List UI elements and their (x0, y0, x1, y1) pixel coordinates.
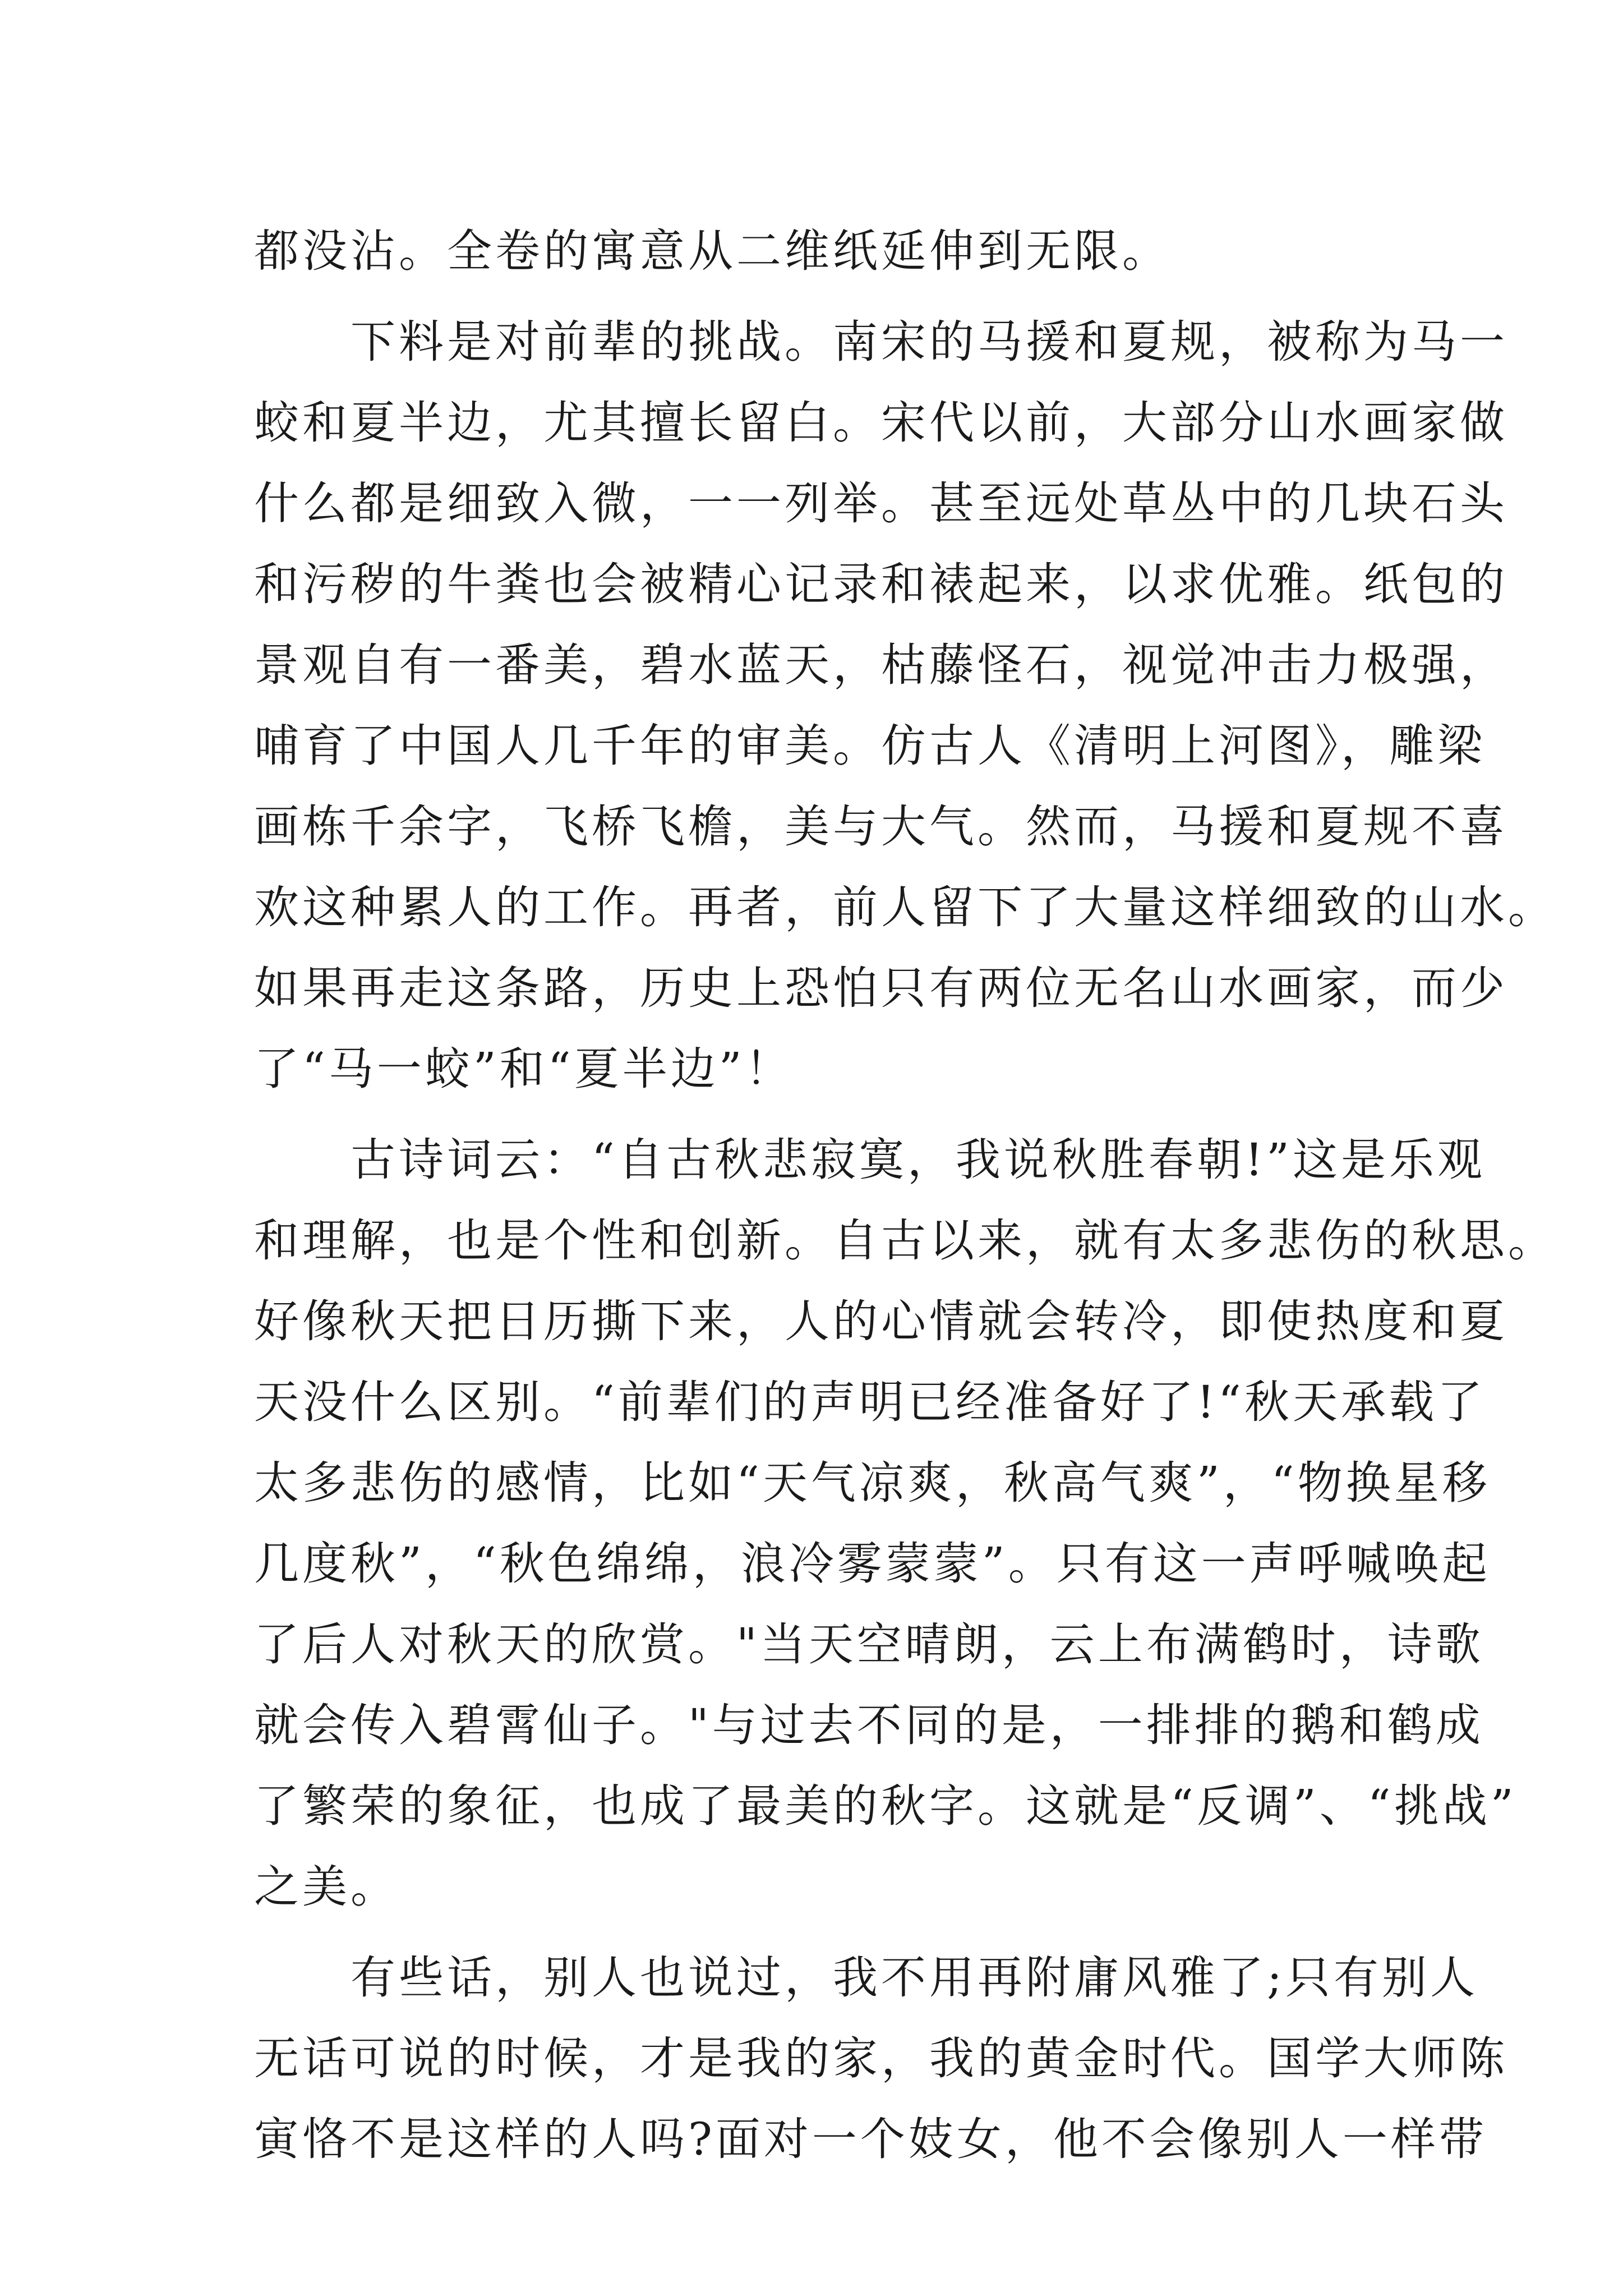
body-text (254, 211, 1556, 2180)
text-line: 寅恪不是这样的人吗?面对一个妓女，他不会像别人一样带 (254, 2113, 1487, 2165)
paragraph-gap (254, 292, 1396, 302)
text-line: 了后人对秋天的欣赏。"当天空晴朗，云上布满鹤时，诗歌 (254, 1618, 1484, 1671)
text-line: 画栋千余字，飞桥飞檐，美与大气。然而，马援和夏规不喜 (254, 800, 1508, 853)
text-line: 都没沾。全卷的寓意从二维纸延伸到无限。 (254, 225, 1170, 277)
text-line: 有些话，别人也说过，我不用再附庸风雅了;只有别人 (254, 1952, 1478, 2004)
text-line: 哺育了中国人几千年的审美。仿古人《清明上河图》，雕梁 (254, 720, 1486, 772)
text-line: 了繁荣的象征，也成了最美的秋字。这就是“反调”、“挑战” (254, 1780, 1517, 1832)
text-line: 天没什么区别。“前辈们的声明已经准备好了!“秋天承载了 (254, 1376, 1486, 1428)
paragraph-gap (254, 1927, 1396, 1938)
text-line: 太多悲伤的感情，比如“天气凉爽，秋高气爽”，“物换星移 (254, 1457, 1491, 1509)
text-line: 和理解，也是个性和创新。自古以来，就有太多悲伤的秋思。 (254, 1214, 1556, 1267)
text-line: 和污秽的牛粪也会被精心记录和裱起来，以求优雅。纸包的 (254, 558, 1508, 610)
text-line: 之美。 (254, 1861, 399, 1913)
text-line: 好像秋天把日历撕下来，人的心情就会转冷，即使热度和夏 (254, 1295, 1508, 1347)
text-line: 如果再走这条路，历史上恐怕只有两位无名山水画家，而少 (254, 962, 1508, 1014)
text-line: 什么都是细致入微，一一列举。甚至远处草丛中的几块石头 (254, 477, 1508, 530)
text-line: 古诗词云：“自古秋悲寂寞，我说秋胜春朝!”这是乐观 (254, 1134, 1486, 1186)
text-line: 就会传入碧霄仙子。"与过去不同的是，一排排的鹅和鹤成 (254, 1699, 1484, 1751)
text-line: 几度秋”，“秋色绵绵，浪冷雾蒙蒙”。只有这一声呼喊唤起 (254, 1538, 1491, 1590)
text-line: 了“马一蛟”和“夏半边”！ (254, 1043, 794, 1095)
text-line: 下料是对前辈的挑战。南宋的马援和夏规，被称为马一 (254, 316, 1508, 368)
text-line: 无话可说的时候，才是我的家，我的黄金时代。国学大师陈 (254, 2032, 1508, 2085)
text-line: 蛟和夏半边，尤其擅长留白。宋代以前，大部分山水画家做 (254, 397, 1508, 449)
paragraph-gap (254, 1110, 1396, 1120)
text-line: 欢这种累人的工作。再者，前人留下了大量这样细致的山水。 (254, 881, 1556, 933)
text-line: 景观自有一番美，碧水蓝天，枯藤怪石，视觉冲击力极强， (254, 639, 1508, 691)
